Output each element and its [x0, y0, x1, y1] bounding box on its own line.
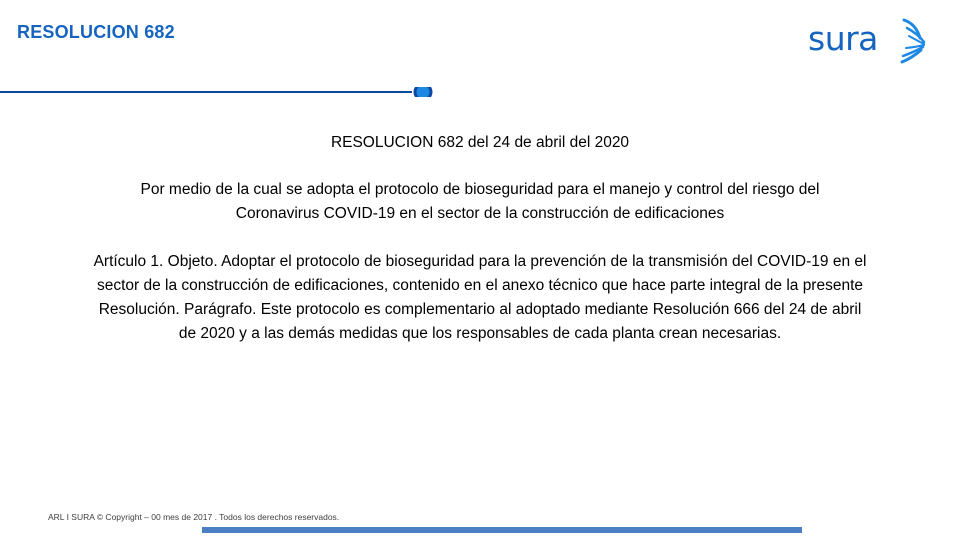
sura-logo [806, 14, 930, 64]
page-title: RESOLUCION 682 [17, 22, 175, 42]
footer-bar [202, 527, 802, 533]
document-heading: RESOLUCION 682 del 24 de abril del 2020 [330, 134, 630, 151]
document-article: Artículo 1. Objeto. Adoptar el protocolo de bioseguridad para la prevención de la transmisión del COVID-19 en el sector de la construcción de edificaciones, contenido en el anexo técnico que hace parte integral de la presente Resolución. Parágrafo. Este protocolo es complementario al adoptado mediante Resolución 666 del 24 de abril de 2020 y a las demás medidas que los responsables de cada planta crean necesarias. [93, 253, 867, 342]
document-subheading: Por medio de la cual se adopta el protocolo de bioseguridad para el manejo y control del riesgo del Coronavirus COVID-19 en el sector de la construcción de edificaciones [140, 181, 820, 222]
footer-copyright: ARL I SURA © Copyright – 00 mes de 2017 . Todos los derechos reservados. [48, 512, 340, 522]
logo-wing-icon [902, 20, 924, 62]
logo-wordmark: sura [808, 19, 878, 58]
header-rule [0, 87, 960, 97]
